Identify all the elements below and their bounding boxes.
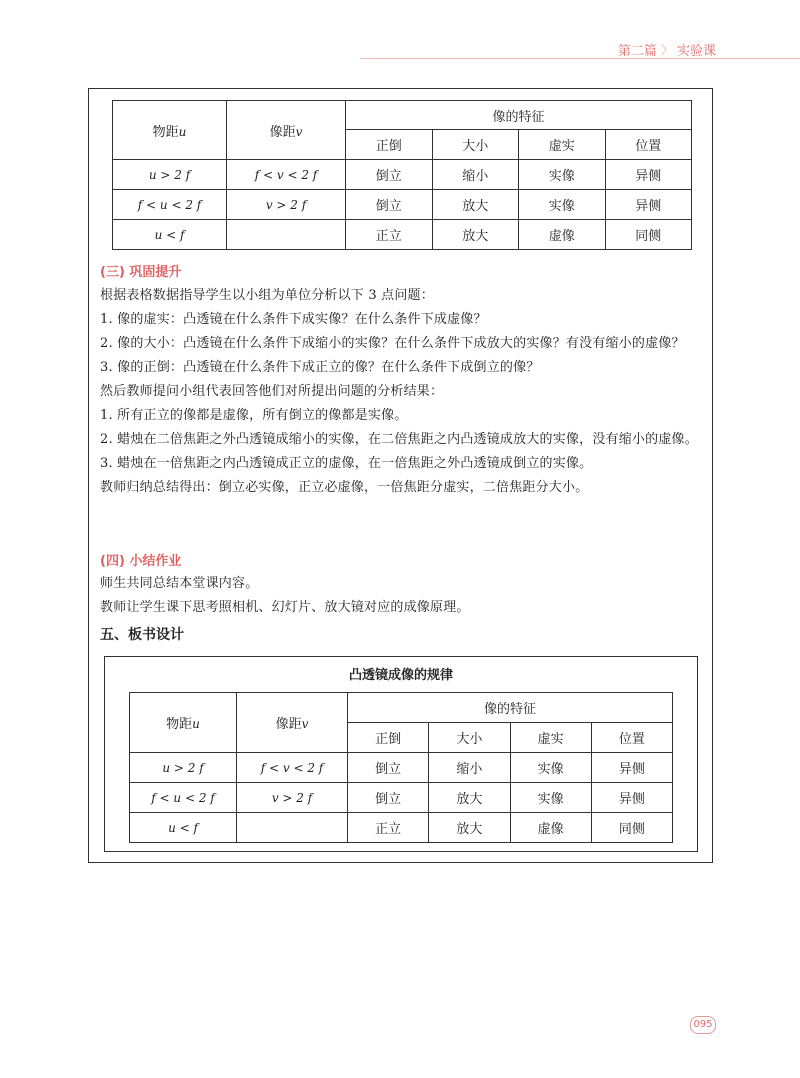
cell: 正立 bbox=[348, 813, 429, 843]
cell: 放大 bbox=[429, 813, 510, 843]
cell: 倒立 bbox=[348, 783, 429, 813]
cell: 放大 bbox=[429, 783, 510, 813]
header-image-features: 像的特征 bbox=[346, 101, 692, 130]
table-row bbox=[130, 753, 673, 783]
header-object-distance: 物距u bbox=[130, 693, 237, 753]
board-feature-table bbox=[129, 692, 673, 843]
cell: 正立 bbox=[346, 220, 433, 250]
section-3-body bbox=[100, 284, 705, 500]
header-position: 位置 bbox=[591, 723, 672, 753]
cell: 异侧 bbox=[591, 753, 672, 783]
header-separator-icon: 〉 bbox=[661, 43, 674, 57]
header-image-features: 像的特征 bbox=[348, 693, 673, 723]
paragraph: 1. 所有正立的像都是虚像，所有倒立的像都是实像。 bbox=[100, 408, 408, 423]
cell-u: u > 2 f bbox=[130, 753, 237, 783]
cell: 虚像 bbox=[510, 813, 591, 843]
cell: 同侧 bbox=[605, 220, 692, 250]
cell: 实像 bbox=[519, 190, 606, 220]
cell: 同侧 bbox=[591, 813, 672, 843]
cell: 虚像 bbox=[519, 220, 606, 250]
cell: 缩小 bbox=[429, 753, 510, 783]
running-header bbox=[618, 40, 716, 59]
header-orientation: 正倒 bbox=[346, 130, 433, 160]
section-4-body bbox=[100, 572, 705, 620]
cell-v: v > 2 f bbox=[227, 190, 346, 220]
header-object-distance: 物距u bbox=[113, 101, 227, 160]
cell-v: f < v < 2 f bbox=[227, 160, 346, 190]
header-size: 大小 bbox=[429, 723, 510, 753]
paragraph: 2. 像的大小：凸透镜在什么条件下成缩小的实像？在什么条件下成放大的实像？有没有缩小的虚像？ bbox=[100, 336, 685, 351]
header-position: 位置 bbox=[605, 130, 692, 160]
cell: 异侧 bbox=[605, 190, 692, 220]
header-image-distance: 像距v bbox=[237, 693, 348, 753]
cell: 实像 bbox=[519, 160, 606, 190]
cell: 实像 bbox=[510, 783, 591, 813]
cell: 异侧 bbox=[605, 160, 692, 190]
page-number: 095 bbox=[690, 1016, 716, 1034]
cell-u: f < u < 2 f bbox=[130, 783, 237, 813]
paragraph: 师生共同总结本堂课内容。 bbox=[100, 576, 259, 591]
cell: 倒立 bbox=[348, 753, 429, 783]
header-orientation: 正倒 bbox=[348, 723, 429, 753]
board-title: 凸透镜成像的规律 bbox=[348, 668, 453, 683]
cell: 实像 bbox=[510, 753, 591, 783]
cell-v: v > 2 f bbox=[237, 783, 348, 813]
table-row bbox=[113, 160, 692, 190]
header-part: 第二篇 bbox=[618, 44, 658, 59]
header-real-virtual: 虚实 bbox=[519, 130, 606, 160]
paragraph: 3. 蜡烛在一倍焦距之内凸透镜成正立的虚像，在一倍焦距之外凸透镜成倒立的实像。 bbox=[100, 456, 593, 471]
cell-u: f < u < 2 f bbox=[113, 190, 227, 220]
cell: 放大 bbox=[432, 190, 519, 220]
cell: 缩小 bbox=[432, 160, 519, 190]
cell-v bbox=[237, 813, 348, 843]
cell-u: u < f bbox=[130, 813, 237, 843]
header-image-distance: 像距v bbox=[227, 101, 346, 160]
section-5-heading: 五、板书设计 bbox=[100, 627, 184, 643]
section-4-heading: (四) 小结作业 bbox=[100, 554, 182, 569]
cell-u: u < f bbox=[113, 220, 227, 250]
paragraph: 根据表格数据指导学生以小组为单位分析以下 3 点问题： bbox=[100, 288, 434, 303]
cell: 倒立 bbox=[346, 190, 433, 220]
image-feature-table bbox=[112, 100, 692, 250]
paragraph: 1. 像的虚实：凸透镜在什么条件下成实像？在什么条件下成虚像？ bbox=[100, 312, 487, 327]
cell-v: f < v < 2 f bbox=[237, 753, 348, 783]
paragraph: 教师让学生课下思考照相机、幻灯片、放大镜对应的成像原理。 bbox=[100, 600, 470, 615]
table-row bbox=[113, 220, 692, 250]
cell: 倒立 bbox=[346, 160, 433, 190]
paragraph: 3. 像的正倒：凸透镜在什么条件下成正立的像？在什么条件下成倒立的像？ bbox=[100, 360, 540, 375]
paragraph: 2. 蜡烛在二倍焦距之外凸透镜成缩小的实像，在二倍焦距之内凸透镜成放大的实像，没有缩小的虚像。 bbox=[100, 432, 698, 447]
paragraph: 教师归纳总结得出：倒立必实像，正立必虚像，一倍焦距分虚实，二倍焦距分大小。 bbox=[100, 480, 589, 495]
cell: 放大 bbox=[432, 220, 519, 250]
table-row bbox=[113, 190, 692, 220]
section-3-heading: (三) 巩固提升 bbox=[100, 265, 182, 280]
table-row bbox=[130, 783, 673, 813]
header-title: 实验课 bbox=[677, 44, 717, 59]
cell-v bbox=[227, 220, 346, 250]
header-size: 大小 bbox=[432, 130, 519, 160]
cell: 异侧 bbox=[591, 783, 672, 813]
header-real-virtual: 虚实 bbox=[510, 723, 591, 753]
table-row bbox=[130, 813, 673, 843]
cell-u: u > 2 f bbox=[113, 160, 227, 190]
paragraph: 然后教师提问小组代表回答他们对所提出问题的分析结果： bbox=[100, 384, 444, 399]
